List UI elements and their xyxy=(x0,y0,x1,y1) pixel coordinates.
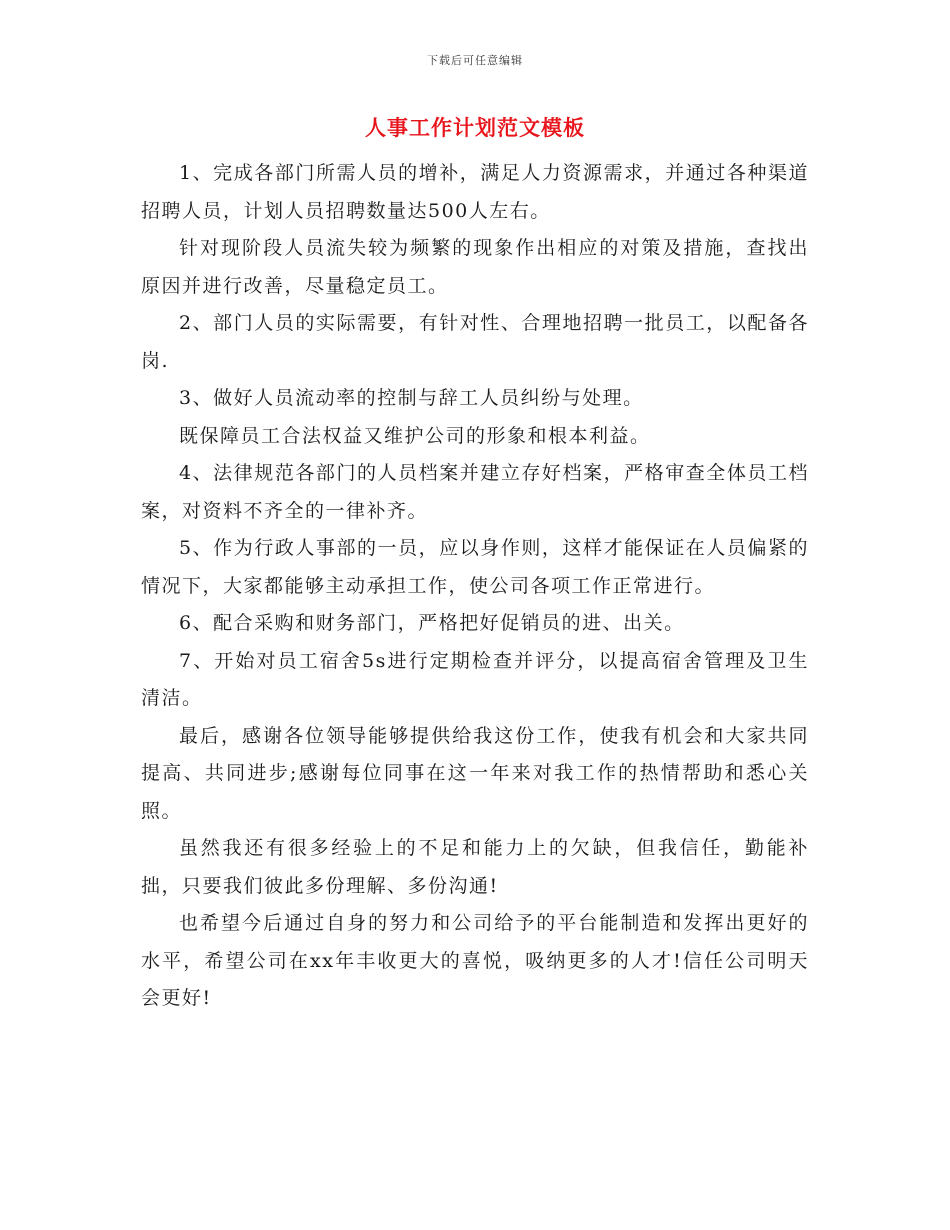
document-body xyxy=(141,155,809,1018)
paragraph-4: 3、做好人员流动率的控制与辞工人员纠纷与处理。 xyxy=(179,387,644,409)
paragraph-12: 也希望今后通过自身的努力和公司给予的平台能制造和发挥出更好的水平，希望公司在xx年丰收更大的喜悦，吸纳更多的人才!信任公司明天会更好! xyxy=(141,912,809,1009)
paragraph-9: 7、开始对员工宿舍5s进行定期检查并评分，以提高宿舍管理及卫生清洁。 xyxy=(141,649,809,709)
paragraph-2: 针对现阶段人员流失较为频繁的现象作出相应的对策及措施，查找出原因并进行改善，尽量稳定员工。 xyxy=(141,237,809,297)
paragraph-8: 6、配合采购和财务部门，严格把好促销员的进、出关。 xyxy=(179,612,685,634)
paragraph-7: 5、作为行政人事部的一员，应以身作则，这样才能保证在人员偏紧的情况下，大家都能够主动承担工作，使公司各项工作正常进行。 xyxy=(141,537,809,597)
paragraph-6: 4、法律规范各部门的人员档案并建立存好档案，严格审查全体员工档案，对资料不齐全的一律补齐。 xyxy=(141,462,809,522)
paragraph-3: 2、部门人员的实际需要，有针对性、合理地招聘一批员工，以配备各岗. xyxy=(141,312,809,372)
paragraph-1: 1、完成各部门所需人员的增补，满足人力资源需求，并通过各种渠道招聘人员，计划人员招聘数量达500人左右。 xyxy=(141,162,809,222)
page-header: 下载后可任意编辑 xyxy=(427,54,523,67)
document-title: 人事工作计划范文模板 xyxy=(365,115,585,140)
paragraph-10: 最后，感谢各位领导能够提供给我这份工作，使我有机会和大家共同提高、共同进步;感谢每位同事在这一年来对我工作的热情帮助和悉心关照。 xyxy=(141,724,809,822)
paragraph-5: 既保障员工合法权益又维护公司的形象和根本利益。 xyxy=(179,424,651,447)
paragraph-11: 虽然我还有很多经验上的不足和能力上的欠缺，但我信任，勤能补拙，只要我们彼此多份理解、多份沟通! xyxy=(141,837,809,897)
